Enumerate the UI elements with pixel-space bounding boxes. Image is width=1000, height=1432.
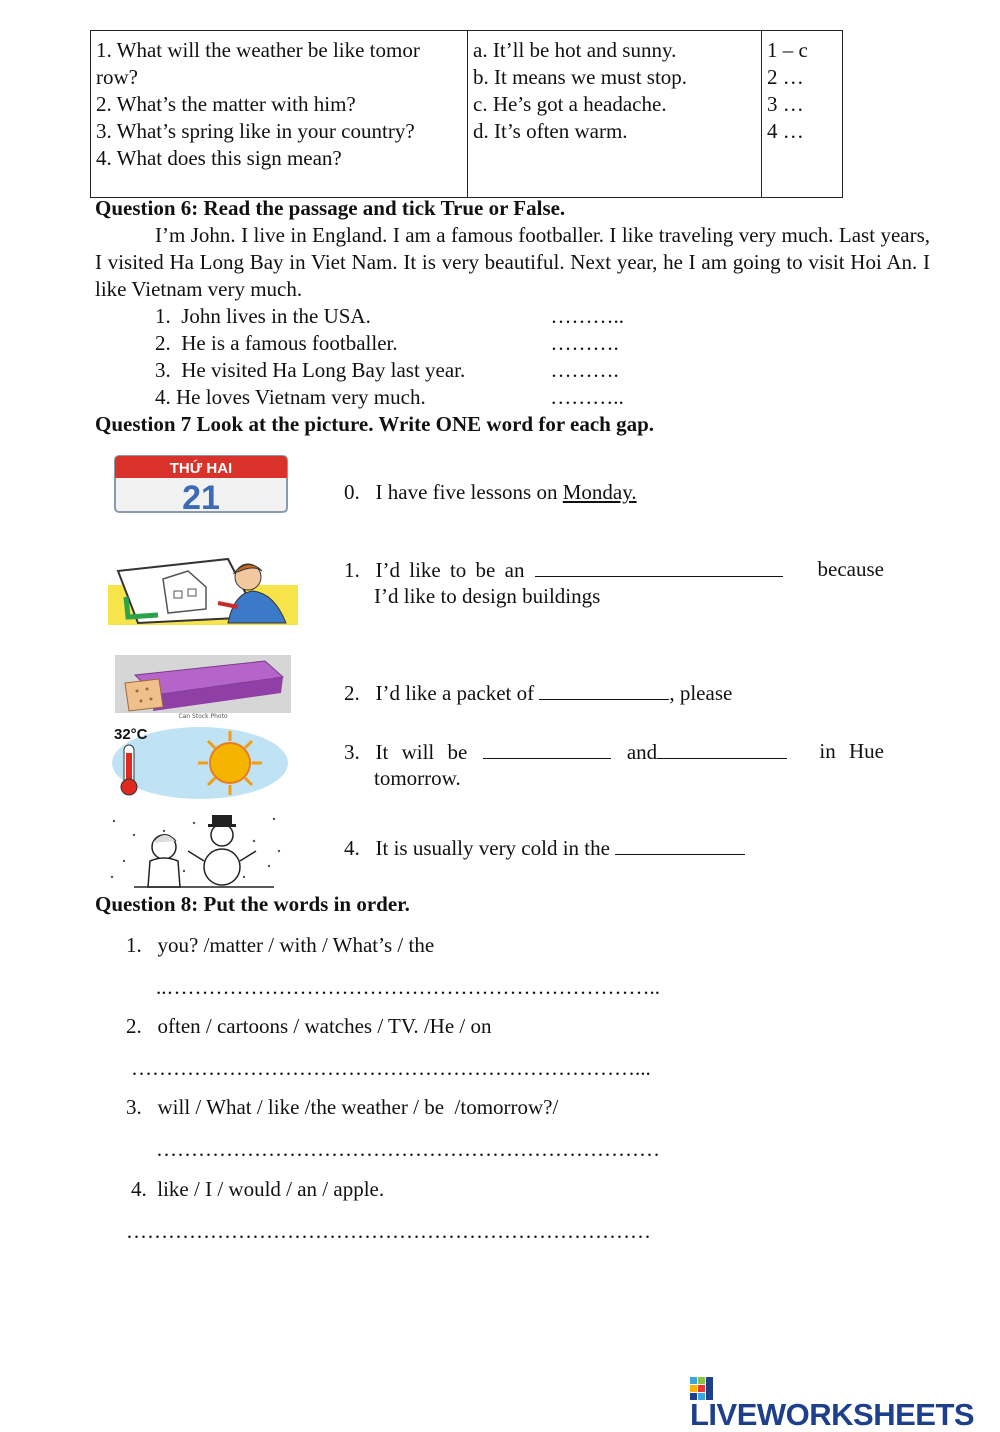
- liveworksheets-logo: [690, 1374, 1000, 1432]
- calendar-picture: [113, 454, 289, 514]
- item-text: , please: [669, 681, 733, 705]
- gap-input[interactable]: [539, 679, 669, 700]
- scrambled-words: you? /matter / with / What’s / the: [157, 933, 435, 957]
- answers-cell: [468, 31, 762, 198]
- answer-line-input[interactable]: …………………………………………………………………: [126, 1219, 651, 1243]
- answer-line: b. It means we must stop.: [473, 65, 688, 89]
- item-number: 1.: [344, 558, 360, 582]
- item-text: in Hue: [819, 739, 884, 763]
- item-number: 4.: [344, 836, 360, 860]
- item-text: because: [817, 557, 884, 581]
- statement-text: John lives in the USA.: [181, 304, 371, 328]
- item-number: 2.: [344, 681, 360, 705]
- architect-picture: [108, 557, 298, 627]
- item-text: I have five lessons on: [375, 480, 558, 504]
- statement-number: 1.: [155, 304, 171, 328]
- statement-text: He loves Vietnam very much.: [176, 385, 426, 409]
- keys-cell: [762, 31, 843, 198]
- item-text: I’d like a packet of: [375, 681, 535, 705]
- winter-picture: [104, 811, 284, 889]
- item-text: It will be: [375, 740, 468, 764]
- q7-item-4: [344, 834, 745, 862]
- tf-answer-input[interactable]: ……….: [550, 331, 619, 355]
- q7-item-3: [344, 738, 884, 766]
- key-line: 1 – c: [767, 38, 808, 62]
- answer-line: d. It’s often warm.: [473, 119, 628, 143]
- questions-cell: [91, 31, 468, 198]
- q8-heading: Question 8: Put the words in order.: [95, 892, 410, 916]
- gap-input[interactable]: [657, 738, 787, 759]
- q8-item-4: [131, 1176, 384, 1203]
- item-number: 1.: [126, 933, 142, 957]
- answer-line: a. It’ll be hot and sunny.: [473, 38, 677, 62]
- q6-passage: [95, 222, 930, 303]
- gap-input[interactable]: [483, 738, 611, 759]
- key-input[interactable]: 2 …: [767, 65, 804, 89]
- item-text: I’d like to be an: [375, 558, 525, 582]
- item-number: 3.: [344, 740, 360, 764]
- q7-item-0: [344, 479, 637, 506]
- statement-number: 3.: [155, 358, 171, 382]
- statement-number: 2.: [155, 331, 171, 355]
- hot-weather-picture: [110, 723, 290, 801]
- biscuit-picture: [115, 655, 291, 719]
- scrambled-words: often / cartoons / watches / TV. /He / on: [157, 1014, 492, 1038]
- passage-text: I’m John. I live in England. I am a famous footballer. I like traveling very much. Last years, I visited Ha Long Bay in Viet Nam. It is very beautiful. Next year, he I am going to visit Hoi An. I like Vietnam very much.: [95, 223, 930, 301]
- q8-item-2: [126, 1013, 492, 1040]
- answer-line-input[interactable]: ………………………………………………………………...: [131, 1056, 651, 1080]
- tf-answer-input[interactable]: ………..: [550, 304, 624, 328]
- q8-item-3: [126, 1094, 558, 1121]
- scrambled-words: like / I / would / an / apple.: [157, 1177, 385, 1201]
- example-answer: Monday.: [562, 480, 637, 504]
- item-number: 2.: [126, 1014, 142, 1038]
- gap-input[interactable]: [535, 556, 783, 577]
- gap-input[interactable]: [615, 834, 745, 855]
- item-number: 4.: [131, 1177, 147, 1201]
- statement-text: He visited Ha Long Bay last year.: [181, 358, 466, 382]
- answer-line-input[interactable]: ………………………………………………………………: [156, 1137, 660, 1161]
- q7-item-2: [344, 679, 732, 707]
- q7-heading: Question 7 Look at the picture. Write ONE word for each gap.: [95, 412, 655, 436]
- statement-number: 4.: [155, 385, 171, 409]
- brand-name: LIVEWORKSHEETS: [690, 1397, 975, 1432]
- q7-item-1-line2: I’d like to design buildings: [374, 584, 601, 608]
- item-text: It is usually very cold in the: [375, 836, 610, 860]
- tf-statement-1: [155, 303, 624, 330]
- tf-answer-input[interactable]: ………..: [550, 385, 624, 409]
- scrambled-words: will / What / like /the weather / be /tomorrow?/: [157, 1095, 559, 1119]
- q8-item-1: [126, 932, 434, 959]
- tf-statement-4: [155, 384, 624, 411]
- calendar-day: THỨ HAI: [169, 460, 233, 477]
- question-line: 1. What will the weather be like tomor: [96, 38, 420, 62]
- item-number: 0.: [344, 480, 360, 504]
- q6-heading: Question 6: Read the passage and tick True or False.: [95, 196, 566, 220]
- question-line: 4. What does this sign mean?: [96, 146, 342, 170]
- tf-answer-input[interactable]: ……….: [550, 358, 619, 382]
- answer-line: c. He’s got a headache.: [473, 92, 667, 116]
- stock-watermark: Can Stock Photo: [178, 713, 228, 719]
- q7-item-1: [344, 556, 884, 584]
- statement-text: He is a famous footballer.: [181, 331, 398, 355]
- question-line: 3. What’s spring like in your country?: [96, 119, 415, 143]
- key-input[interactable]: 3 …: [767, 92, 804, 116]
- tf-statement-3: [155, 357, 619, 384]
- item-number: 3.: [126, 1095, 142, 1119]
- key-input[interactable]: 4 …: [767, 119, 804, 143]
- matching-table: [90, 30, 843, 198]
- answer-line-input[interactable]: ..……………………………………………………………..: [156, 975, 660, 999]
- q7-item-3-line2: tomorrow.: [374, 766, 461, 790]
- item-text: and: [626, 740, 658, 764]
- calendar-date: 21: [182, 479, 220, 514]
- question-line: 2. What’s the matter with him?: [96, 92, 356, 116]
- question-line: row?: [96, 65, 138, 89]
- thermo-label: 32°C: [114, 726, 148, 743]
- tf-statement-2: [155, 330, 619, 357]
